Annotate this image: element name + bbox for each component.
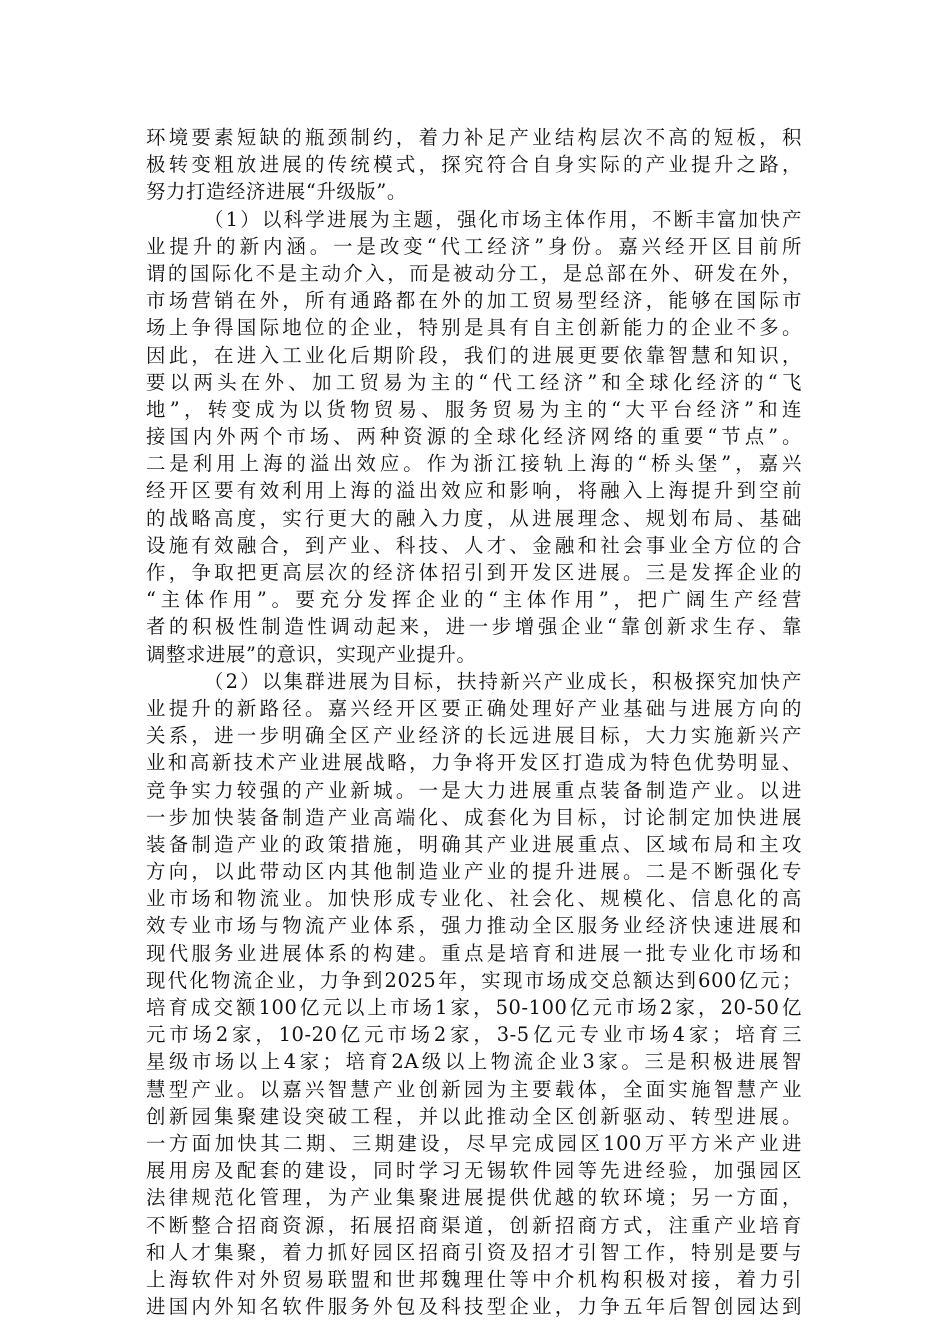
text-line: 一步加快装备制造产业高端化、成套化为目标，讨论制定加快进展 bbox=[146, 805, 802, 829]
text-line: 培育成交额100亿元以上市场1家，50-100亿元市场2家，20-50亿 bbox=[146, 996, 802, 1019]
text-line: 不断整合招商资源，拓展招商渠道，创新招商方式，注重产业培育 bbox=[146, 1213, 802, 1237]
text-line: 场上争得国际地位的企业，特别是具有自主创新能力的企业不多。 bbox=[146, 316, 802, 340]
text-line: 星级市场以上4家；培育2A级以上物流企业3家。三是积极进展智 bbox=[146, 1050, 802, 1074]
text-line: 市场营销在外，所有通路都在外的加工贸易型经济，能够在国际市 bbox=[146, 289, 802, 313]
text-line: 关系，进一步明确全区产业经济的长远进展目标，大力实施新兴产 bbox=[146, 724, 802, 748]
text-line: 业市场和物流业。加快形成专业化、社会化、规模化、信息化的高 bbox=[146, 887, 802, 911]
text-line: 努力打造经济进展“升级版”。 bbox=[146, 180, 407, 204]
text-line: 作，争取把更高层次的经济体招引到开发区进展。三是发挥企业的 bbox=[146, 561, 802, 584]
text-line: 地”，转变成为以货物贸易、服务贸易为主的“大平台经济”和连 bbox=[146, 397, 802, 421]
document-body bbox=[146, 124, 802, 1320]
text-line: 上海软件对外贸易联盟和世邦魏理仕等中介机构积极对接，着力引 bbox=[146, 1267, 802, 1291]
text-line: 展用房及配套的建设，同时学习无锡软件园等先进经验，加强园区 bbox=[146, 1159, 802, 1183]
text-line: 和人才集聚，着力抓好园区招商引资及招才引智工作，特别是要与 bbox=[146, 1240, 802, 1264]
text-line: 效专业市场与物流产业体系，强力推动全区服务业经济快速进展和 bbox=[146, 914, 802, 938]
text-line: 要以两头在外、加工贸易为主的“代工经济”和全球化经济的“飞 bbox=[146, 370, 802, 394]
text-line: 一方面加快其二期、三期建设，尽早完成园区100万平方米产业进 bbox=[146, 1131, 802, 1155]
text-line: 业提升的新路径。嘉兴经开区要正确处理好产业基础与进展方向的 bbox=[146, 696, 802, 720]
text-line: 业和高新技术产业进展战略，力争将开发区打造成为特色优势明显、 bbox=[146, 751, 802, 775]
text-line: 装备制造产业的政策措施，明确其产业进展重点、区域布局和主攻 bbox=[146, 832, 802, 856]
text-line: 设施有效融合，到产业、科技、人才、金融和社会事业全方位的合 bbox=[146, 533, 802, 557]
text-line: 接国内外两个市场、两种资源的全球化经济网络的重要“节点”。 bbox=[146, 425, 802, 449]
text-line: 慧型产业。以嘉兴智慧产业创新园为主要载体，全面实施智慧产业 bbox=[146, 1077, 802, 1101]
text-line: 因此，在进入工业化后期阶段，我们的进展更要依靠智慧和知识， bbox=[146, 343, 802, 367]
text-line: 业提升的新内涵。一是改变“代工经济”身份。嘉兴经开区目前所 bbox=[146, 234, 802, 258]
text-line: 二是利用上海的溢出效应。作为浙江接轨上海的“桥头堡”，嘉兴 bbox=[146, 452, 802, 476]
text-line: 极转变粗放进展的传统模式，探究符合自身实际的产业提升之路， bbox=[146, 153, 802, 177]
text-line: 环境要素短缺的瓶颈制约，着力补足产业结构层次不高的短板，积 bbox=[146, 126, 802, 149]
text-line: 现代化物流企业，力争到2025年，实现市场成交总额达到600亿元； bbox=[146, 968, 802, 992]
text-line: 的战略高度，实行更大的融入力度，从进展理念、规划布局、基础 bbox=[146, 506, 802, 530]
text-line: 创新园集聚建设突破工程，并以此推动全区创新驱动、转型进展。 bbox=[146, 1104, 802, 1128]
text-line: 谓的国际化不是主动介入，而是被动分工，是总部在外、研发在外， bbox=[146, 261, 802, 285]
text-line: 方向，以此带动区内其他制造业产业的提升进展。二是不断强化专 bbox=[146, 860, 802, 884]
text-line: 现代服务业进展体系的构建。重点是培育和进展一批专业化市场和 bbox=[146, 941, 802, 965]
text-line: 经开区要有效利用上海的溢出效应和影响，将融入上海提升到空前 bbox=[146, 479, 802, 503]
text-line: （1）以科学进展为主题，强化市场主体作用，不断丰富加快产 bbox=[204, 207, 802, 231]
text-line: 法律规范化管理，为产业集聚进展提供优越的软环境；另一方面， bbox=[146, 1186, 802, 1210]
text-line: “主体作用”。要充分发挥企业的“主体作用”，把广阔生产经营 bbox=[146, 588, 802, 612]
text-line: 进国内外知名软件服务外包及科技型企业，力争五年后智创园达到 bbox=[146, 1295, 802, 1319]
text-line: 者的积极性制造性调动起来，进一步增强企业“靠创新求生存、靠 bbox=[146, 615, 802, 639]
text-line: 调整求进展”的意识，实现产业提升。 bbox=[146, 642, 477, 666]
text-line: 竞争实力较强的产业新城。一是大力进展重点装备制造产业。以进 bbox=[146, 778, 802, 802]
text-line: 元市场2家，10-20亿元市场2家，3-5亿元专业市场4家；培育三 bbox=[146, 1023, 802, 1047]
text-line: （2）以集群进展为目标，扶持新兴产业成长，积极探究加快产 bbox=[204, 669, 802, 693]
